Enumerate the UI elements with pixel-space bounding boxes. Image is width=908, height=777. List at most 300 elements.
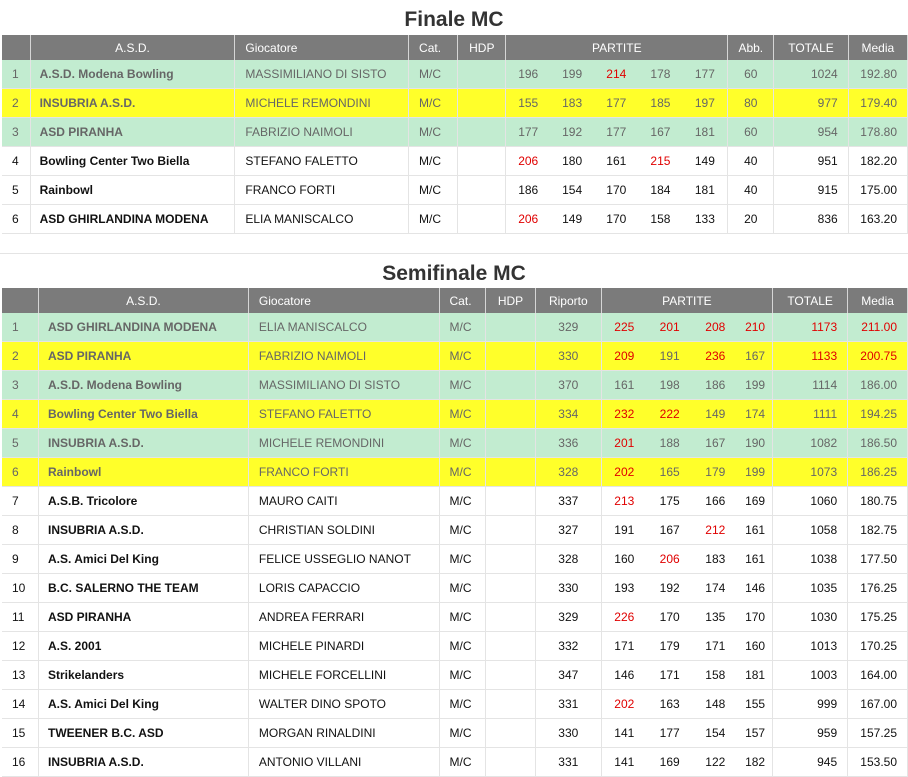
game-score-cell: 166 — [692, 487, 738, 516]
team-cell: ASD GHIRLANDINA MODENA — [39, 313, 249, 342]
team-cell: A.S.B. Tricolore — [39, 487, 249, 516]
team-cell: INSUBRIA A.S.D. — [39, 748, 249, 777]
table-row — [2, 603, 908, 632]
table-row — [2, 205, 908, 234]
player-cell: MICHELE PINARDI — [248, 632, 439, 661]
game-score-cell: 177 — [683, 60, 728, 89]
game-score-cell: 202 — [601, 690, 647, 719]
game-score-cell: 170 — [738, 603, 772, 632]
total-cell: 977 — [774, 89, 848, 118]
category-cell: M/C — [409, 60, 458, 89]
team-cell: INSUBRIA A.S.D. — [30, 89, 235, 118]
hdp-cell — [486, 400, 536, 429]
player-cell: MAURO CAITI — [248, 487, 439, 516]
team-cell: A.S.D. Modena Bowling — [39, 371, 249, 400]
game-score-cell: 154 — [692, 719, 738, 748]
position-cell: 10 — [2, 574, 39, 603]
game-score-cell: 157 — [738, 719, 772, 748]
hdp-cell — [486, 342, 536, 371]
average-cell: 177.50 — [848, 545, 908, 574]
table-row — [2, 719, 908, 748]
team-cell: Bowling Center Two Biella — [30, 147, 235, 176]
player-cell: ELIA MANISCALCO — [235, 205, 409, 234]
table-row — [2, 748, 908, 777]
game-score-cell: 179 — [647, 632, 693, 661]
hdp-cell — [486, 748, 536, 777]
position-cell: 5 — [2, 429, 39, 458]
game-score-cell: 201 — [647, 313, 693, 342]
average-cell: 175.25 — [848, 603, 908, 632]
category-cell: M/C — [439, 661, 486, 690]
header-hdp: HDP — [486, 288, 536, 313]
semifinale-results-table — [2, 288, 908, 777]
abb-cell: 80 — [728, 89, 774, 118]
riporto-cell: 331 — [535, 748, 601, 777]
game-score-cell: 122 — [692, 748, 738, 777]
header-totale: TOTALE — [774, 35, 848, 60]
player-cell: STEFANO FALETTO — [235, 147, 409, 176]
player-cell: LORIS CAPACCIO — [248, 574, 439, 603]
hdp-cell — [458, 60, 506, 89]
riporto-cell: 331 — [535, 690, 601, 719]
player-cell: ANTONIO VILLANI — [248, 748, 439, 777]
hdp-cell — [486, 458, 536, 487]
category-cell: M/C — [409, 89, 458, 118]
category-cell: M/C — [439, 690, 486, 719]
game-score-cell: 185 — [638, 89, 682, 118]
hdp-cell — [486, 719, 536, 748]
player-cell: ELIA MANISCALCO — [248, 313, 439, 342]
game-score-cell: 232 — [601, 400, 647, 429]
game-score-cell: 178 — [638, 60, 682, 89]
game-score-cell: 149 — [550, 205, 594, 234]
game-score-cell: 225 — [601, 313, 647, 342]
game-score-cell: 212 — [692, 516, 738, 545]
game-score-cell: 186 — [692, 371, 738, 400]
table-row — [2, 516, 908, 545]
team-cell: INSUBRIA A.S.D. — [39, 429, 249, 458]
category-cell: M/C — [439, 632, 486, 661]
game-score-cell: 148 — [692, 690, 738, 719]
category-cell: M/C — [409, 147, 458, 176]
game-score-cell: 236 — [692, 342, 738, 371]
riporto-cell: 329 — [535, 313, 601, 342]
hdp-cell — [486, 487, 536, 516]
riporto-cell: 330 — [535, 719, 601, 748]
total-cell: 1035 — [773, 574, 848, 603]
header-media: Media — [848, 35, 907, 60]
hdp-cell — [486, 371, 536, 400]
category-cell: M/C — [439, 603, 486, 632]
game-score-cell: 146 — [601, 661, 647, 690]
game-score-cell: 167 — [738, 342, 772, 371]
riporto-cell: 337 — [535, 487, 601, 516]
player-cell: MICHELE FORCELLINI — [248, 661, 439, 690]
semifinale-title: Semifinale MC — [382, 262, 526, 285]
player-cell: MICHELE REMONDINI — [248, 429, 439, 458]
game-score-cell: 175 — [647, 487, 693, 516]
position-cell: 6 — [2, 458, 39, 487]
position-cell: 11 — [2, 603, 39, 632]
total-cell: 1013 — [773, 632, 848, 661]
total-cell: 1038 — [773, 545, 848, 574]
table-row — [2, 400, 908, 429]
game-score-cell: 158 — [692, 661, 738, 690]
total-cell: 959 — [773, 719, 848, 748]
average-cell: 186.50 — [848, 429, 908, 458]
header-giocatore: Giocatore — [235, 35, 409, 60]
category-cell: M/C — [439, 313, 486, 342]
average-cell: 182.20 — [848, 147, 907, 176]
game-score-cell: 158 — [638, 205, 682, 234]
total-cell: 1003 — [773, 661, 848, 690]
table-row — [2, 661, 908, 690]
average-cell: 186.25 — [848, 458, 908, 487]
game-score-cell: 184 — [638, 176, 682, 205]
game-score-cell: 206 — [506, 147, 550, 176]
hdp-cell — [458, 176, 506, 205]
hdp-cell — [486, 632, 536, 661]
game-score-cell: 174 — [738, 400, 772, 429]
game-score-cell: 169 — [647, 748, 693, 777]
table-row — [2, 487, 908, 516]
game-score-cell: 183 — [692, 545, 738, 574]
average-cell: 176.25 — [848, 574, 908, 603]
player-cell: ANDREA FERRARI — [248, 603, 439, 632]
team-cell: A.S. Amici Del King — [39, 545, 249, 574]
game-score-cell: 191 — [601, 516, 647, 545]
game-score-cell: 188 — [647, 429, 693, 458]
game-score-cell: 149 — [692, 400, 738, 429]
category-cell: M/C — [439, 458, 486, 487]
table-row — [2, 176, 908, 205]
team-cell: TWEENER B.C. ASD — [39, 719, 249, 748]
total-cell: 1030 — [773, 603, 848, 632]
game-score-cell: 199 — [738, 458, 772, 487]
game-score-cell: 155 — [738, 690, 772, 719]
hdp-cell — [486, 313, 536, 342]
header-riporto: Riporto — [535, 288, 601, 313]
total-cell: 1082 — [773, 429, 848, 458]
game-score-cell: 169 — [738, 487, 772, 516]
game-score-cell: 192 — [550, 118, 594, 147]
average-cell: 157.25 — [848, 719, 908, 748]
total-cell: 1111 — [773, 400, 848, 429]
game-score-cell: 167 — [692, 429, 738, 458]
team-cell: INSUBRIA A.S.D. — [39, 516, 249, 545]
table-row — [2, 458, 908, 487]
team-cell: ASD PIRANHA — [39, 603, 249, 632]
position-cell: 3 — [2, 118, 30, 147]
average-cell: 179.40 — [848, 89, 907, 118]
position-cell: 3 — [2, 371, 39, 400]
game-score-cell: 177 — [594, 89, 638, 118]
average-cell: 200.75 — [848, 342, 908, 371]
table-row — [2, 342, 908, 371]
position-cell: 16 — [2, 748, 39, 777]
hdp-cell — [486, 545, 536, 574]
hdp-cell — [486, 661, 536, 690]
average-cell: 167.00 — [848, 690, 908, 719]
player-cell: MORGAN RINALDINI — [248, 719, 439, 748]
game-score-cell: 214 — [594, 60, 638, 89]
game-score-cell: 161 — [601, 371, 647, 400]
abb-cell: 60 — [728, 60, 774, 89]
riporto-cell: 347 — [535, 661, 601, 690]
category-cell: M/C — [409, 205, 458, 234]
riporto-cell: 327 — [535, 516, 601, 545]
table-row — [2, 313, 908, 342]
average-cell: 153.50 — [848, 748, 908, 777]
game-score-cell: 193 — [601, 574, 647, 603]
table-row — [2, 147, 908, 176]
game-score-cell: 206 — [506, 205, 550, 234]
hdp-cell — [486, 603, 536, 632]
game-score-cell: 154 — [550, 176, 594, 205]
position-cell: 4 — [2, 400, 39, 429]
game-score-cell: 170 — [594, 176, 638, 205]
total-cell: 1133 — [773, 342, 848, 371]
team-cell: Strikelanders — [39, 661, 249, 690]
table-row — [2, 60, 908, 89]
category-cell: M/C — [439, 748, 486, 777]
average-cell: 170.25 — [848, 632, 908, 661]
game-score-cell: 191 — [647, 342, 693, 371]
game-score-cell: 199 — [738, 371, 772, 400]
riporto-cell: 370 — [535, 371, 601, 400]
game-score-cell: 226 — [601, 603, 647, 632]
player-cell: FABRIZIO NAIMOLI — [235, 118, 409, 147]
category-cell: M/C — [439, 400, 486, 429]
riporto-cell: 330 — [535, 342, 601, 371]
game-score-cell: 163 — [647, 690, 693, 719]
game-score-cell: 171 — [647, 661, 693, 690]
category-cell: M/C — [439, 574, 486, 603]
game-score-cell: 165 — [647, 458, 693, 487]
team-cell: A.S. Amici Del King — [39, 690, 249, 719]
position-cell: 2 — [2, 89, 30, 118]
player-cell: FRANCO FORTI — [235, 176, 409, 205]
riporto-cell: 328 — [535, 545, 601, 574]
hdp-cell — [486, 429, 536, 458]
hdp-cell — [458, 118, 506, 147]
finale-header-row — [2, 35, 908, 60]
category-cell: M/C — [439, 719, 486, 748]
header-giocatore: Giocatore — [248, 288, 439, 313]
game-score-cell: 177 — [506, 118, 550, 147]
average-cell: 192.80 — [848, 60, 907, 89]
header-abb: Abb. — [728, 35, 774, 60]
game-score-cell: 179 — [692, 458, 738, 487]
game-score-cell: 170 — [647, 603, 693, 632]
position-cell: 13 — [2, 661, 39, 690]
game-score-cell: 186 — [506, 176, 550, 205]
position-cell: 14 — [2, 690, 39, 719]
category-cell: M/C — [439, 545, 486, 574]
position-cell: 4 — [2, 147, 30, 176]
game-score-cell: 183 — [550, 89, 594, 118]
finale-results-table — [2, 35, 908, 234]
header-position — [2, 288, 39, 313]
game-score-cell: 213 — [601, 487, 647, 516]
category-cell: M/C — [409, 176, 458, 205]
game-score-cell: 192 — [647, 574, 693, 603]
game-score-cell: 210 — [738, 313, 772, 342]
hdp-cell — [486, 516, 536, 545]
table-row — [2, 690, 908, 719]
table-row — [2, 545, 908, 574]
category-cell: M/C — [439, 487, 486, 516]
game-score-cell: 177 — [647, 719, 693, 748]
riporto-cell: 328 — [535, 458, 601, 487]
position-cell: 2 — [2, 342, 39, 371]
game-score-cell: 161 — [738, 545, 772, 574]
game-score-cell: 196 — [506, 60, 550, 89]
game-score-cell: 208 — [692, 313, 738, 342]
team-cell: B.C. SALERNO THE TEAM — [39, 574, 249, 603]
game-score-cell: 160 — [601, 545, 647, 574]
average-cell: 186.00 — [848, 371, 908, 400]
total-cell: 1024 — [774, 60, 848, 89]
hdp-cell — [486, 574, 536, 603]
header-position — [2, 35, 30, 60]
team-cell: A.S.D. Modena Bowling — [30, 60, 235, 89]
game-score-cell: 171 — [692, 632, 738, 661]
game-score-cell: 167 — [638, 118, 682, 147]
total-cell: 915 — [774, 176, 848, 205]
header-media: Media — [848, 288, 908, 313]
game-score-cell: 215 — [638, 147, 682, 176]
game-score-cell: 182 — [738, 748, 772, 777]
riporto-cell: 329 — [535, 603, 601, 632]
player-cell: MASSIMILIANO DI SISTO — [248, 371, 439, 400]
header-asd: A.S.D. — [39, 288, 249, 313]
category-cell: M/C — [439, 429, 486, 458]
hdp-cell — [486, 690, 536, 719]
hdp-cell — [458, 147, 506, 176]
position-cell: 15 — [2, 719, 39, 748]
riporto-cell: 334 — [535, 400, 601, 429]
game-score-cell: 202 — [601, 458, 647, 487]
total-cell: 945 — [773, 748, 848, 777]
team-cell: ASD PIRANHA — [30, 118, 235, 147]
average-cell: 163.20 — [848, 205, 907, 234]
position-cell: 8 — [2, 516, 39, 545]
position-cell: 5 — [2, 176, 30, 205]
team-cell: Rainbowl — [30, 176, 235, 205]
game-score-cell: 201 — [601, 429, 647, 458]
player-cell: FELICE USSEGLIO NANOT — [248, 545, 439, 574]
table-row — [2, 574, 908, 603]
table-row — [2, 371, 908, 400]
average-cell: 178.80 — [848, 118, 907, 147]
game-score-cell: 209 — [601, 342, 647, 371]
riporto-cell: 336 — [535, 429, 601, 458]
player-cell: MASSIMILIANO DI SISTO — [235, 60, 409, 89]
header-asd: A.S.D. — [30, 35, 235, 60]
game-score-cell: 190 — [738, 429, 772, 458]
total-cell: 1114 — [773, 371, 848, 400]
game-score-cell: 135 — [692, 603, 738, 632]
abb-cell: 60 — [728, 118, 774, 147]
total-cell: 836 — [774, 205, 848, 234]
player-cell: STEFANO FALETTO — [248, 400, 439, 429]
game-score-cell: 161 — [594, 147, 638, 176]
game-score-cell: 155 — [506, 89, 550, 118]
game-score-cell: 181 — [738, 661, 772, 690]
semifinale-header-row — [2, 288, 908, 313]
abb-cell: 40 — [728, 176, 774, 205]
player-cell: FRANCO FORTI — [248, 458, 439, 487]
finale-title: Finale MC — [404, 8, 504, 31]
header-hdp: HDP — [458, 35, 506, 60]
team-cell: A.S. 2001 — [39, 632, 249, 661]
header-totale: TOTALE — [773, 288, 848, 313]
game-score-cell: 170 — [594, 205, 638, 234]
total-cell: 999 — [773, 690, 848, 719]
game-score-cell: 180 — [550, 147, 594, 176]
total-cell: 1058 — [773, 516, 848, 545]
total-cell: 1173 — [773, 313, 848, 342]
average-cell: 182.75 — [848, 516, 908, 545]
riporto-cell: 330 — [535, 574, 601, 603]
position-cell: 9 — [2, 545, 39, 574]
game-score-cell: 177 — [594, 118, 638, 147]
game-score-cell: 181 — [683, 176, 728, 205]
average-cell: 164.00 — [848, 661, 908, 690]
average-cell: 211.00 — [848, 313, 908, 342]
game-score-cell: 174 — [692, 574, 738, 603]
game-score-cell: 181 — [683, 118, 728, 147]
game-score-cell: 198 — [647, 371, 693, 400]
category-cell: M/C — [439, 342, 486, 371]
game-score-cell: 197 — [683, 89, 728, 118]
position-cell: 1 — [2, 60, 30, 89]
game-score-cell: 149 — [683, 147, 728, 176]
player-cell: MICHELE REMONDINI — [235, 89, 409, 118]
section-divider — [0, 253, 908, 254]
team-cell: Bowling Center Two Biella — [39, 400, 249, 429]
average-cell: 175.00 — [848, 176, 907, 205]
team-cell: ASD PIRANHA — [39, 342, 249, 371]
position-cell: 7 — [2, 487, 39, 516]
hdp-cell — [458, 205, 506, 234]
total-cell: 951 — [774, 147, 848, 176]
game-score-cell: 206 — [647, 545, 693, 574]
total-cell: 1073 — [773, 458, 848, 487]
team-cell: ASD GHIRLANDINA MODENA — [30, 205, 235, 234]
game-score-cell: 171 — [601, 632, 647, 661]
category-cell: M/C — [439, 516, 486, 545]
game-score-cell: 141 — [601, 719, 647, 748]
table-row — [2, 632, 908, 661]
table-row — [2, 118, 908, 147]
total-cell: 954 — [774, 118, 848, 147]
total-cell: 1060 — [773, 487, 848, 516]
category-cell: M/C — [439, 371, 486, 400]
category-cell: M/C — [409, 118, 458, 147]
game-score-cell: 167 — [647, 516, 693, 545]
game-score-cell: 222 — [647, 400, 693, 429]
game-score-cell: 133 — [683, 205, 728, 234]
table-row — [2, 89, 908, 118]
game-score-cell: 146 — [738, 574, 772, 603]
game-score-cell: 199 — [550, 60, 594, 89]
player-cell: FABRIZIO NAIMOLI — [248, 342, 439, 371]
table-row — [2, 429, 908, 458]
position-cell: 6 — [2, 205, 30, 234]
abb-cell: 20 — [728, 205, 774, 234]
